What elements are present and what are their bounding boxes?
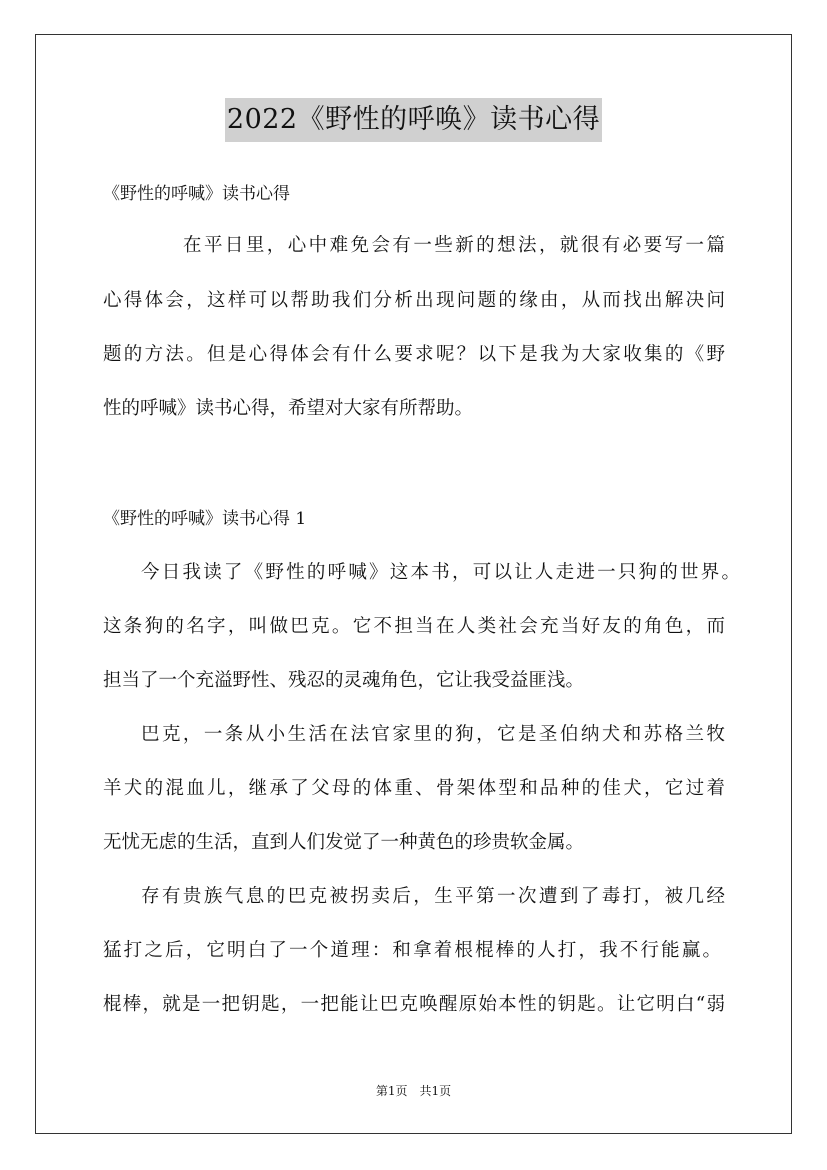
intro-line-1: 在平日里，心中难免会有一些新的想法，就很有必要写一篇 <box>183 235 725 256</box>
para3-line-2: 猛打之后，它明白了一个道理：和拿着根棍棒的人打，我不行能赢。 <box>103 940 721 961</box>
intro-line-2: 心得体会，这样可以帮助我们分析出现问题的缘由，从而找出解决问 <box>103 290 725 311</box>
para3-line-3: 棍棒，就是一把钥匙，一把能让巴克唤醒原始本性的钥匙。让它明白“弱 <box>103 994 725 1015</box>
para1-line-2: 这条狗的名字，叫做巴克。它不担当在人类社会充当好友的角色，而 <box>103 616 725 637</box>
para1-line-1: 今日我读了《野性的呼喊》这本书，可以让人走进一只狗的世界。 <box>141 562 740 583</box>
para1-line-3: 担当了一个充溢野性、残忍的灵魂角色，它让我受益匪浅。 <box>103 670 585 691</box>
para2-line-1: 巴克，一条从小生活在法官家里的狗，它是圣伯纳犬和苏格兰牧 <box>141 724 725 745</box>
para3-line-1: 存有贵族气息的巴克被拐卖后，生平第一次遭到了毒打，被几经 <box>141 886 725 907</box>
subheading-main: 《野性的呼喊》读书心得 <box>103 184 290 204</box>
document-title: 2022《野性的呼唤》读书心得 <box>225 98 602 142</box>
para2-line-3: 无忧无虑的生活，直到人们发觉了一种黄色的珍贵软金属。 <box>103 832 585 853</box>
para2-line-2: 羊犬的混血儿，继承了父母的体重、骨架体型和品种的佳犬，它过着 <box>103 778 725 799</box>
intro-line-3: 题的方法。但是心得体会有什么要求呢？以下是我为大家收集的《野 <box>103 344 725 365</box>
title-container <box>0 98 827 142</box>
intro-line-4: 性的呼喊》读书心得，希望对大家有所帮助。 <box>103 398 474 419</box>
section1-heading: 《野性的呼喊》读书心得 1 <box>103 509 307 529</box>
page-footer: 第1页 共1页 <box>375 1084 452 1098</box>
